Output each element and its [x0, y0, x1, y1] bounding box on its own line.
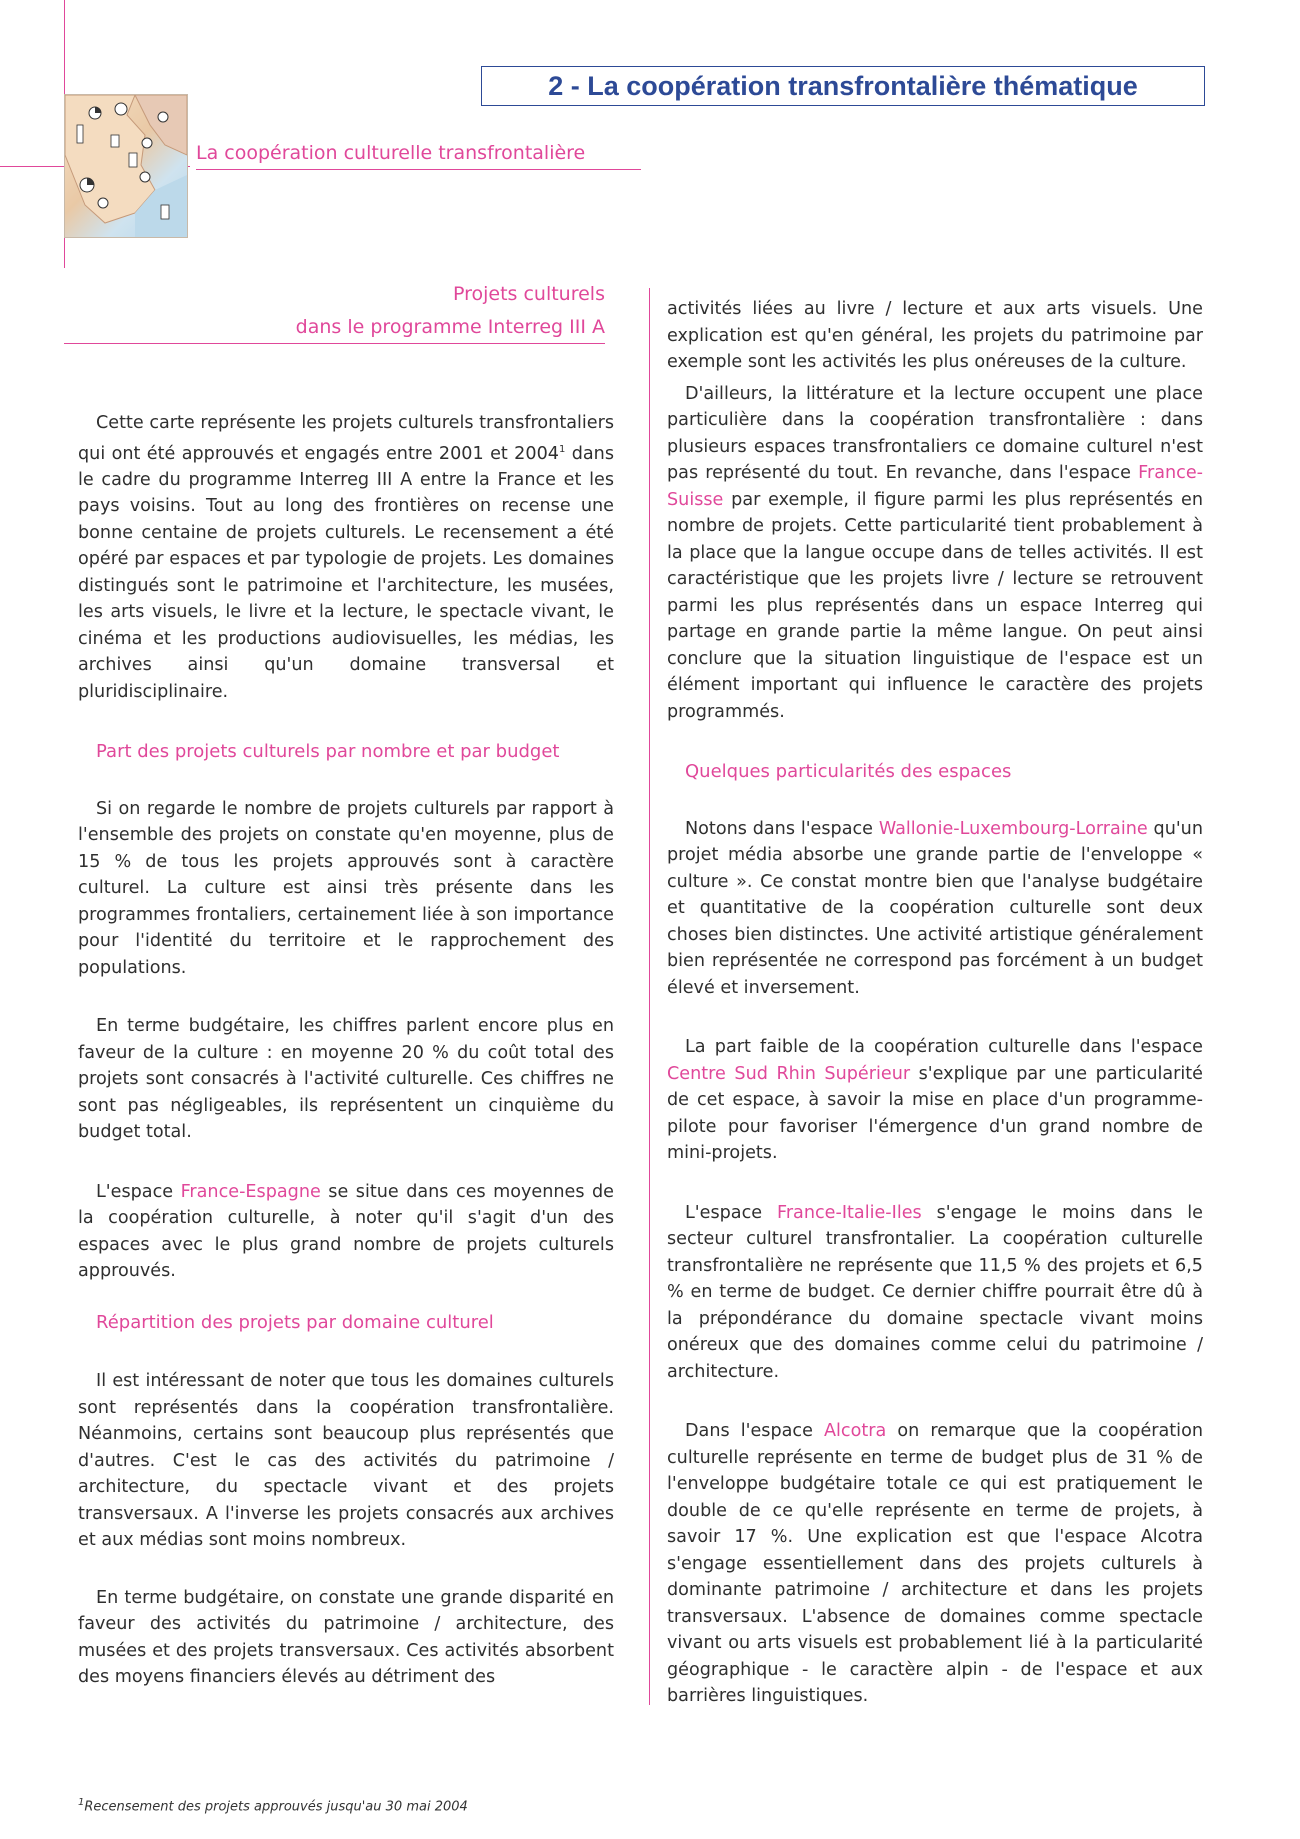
paragraph: Si on regarde le nombre de projets culturels par rapport à l'ensemble des projets on constate qu'en moyenne, plus de 15 % de tous les projets approuvés sont à caractère culturel. La culture est ainsi très présente dans les programmes frontaliers, certainement liée à son importance pour l'identité du territoire et le rapprochement des populations. [78, 798, 614, 978]
subheading: Quelques particularités des espaces [685, 761, 1012, 782]
text: Cette carte représente les projets culturels transfrontaliers qui ont été approuvés et engagés entre 2001 et 2004 [78, 413, 614, 464]
text: Dans l'espace [685, 1421, 824, 1441]
column-divider [649, 288, 650, 1705]
left-heading-line2: dans le programme Interreg III A [295, 316, 605, 338]
subheading: Répartition des projets par domaine culturel [96, 1311, 494, 1333]
text: Notons dans l'espace [685, 818, 879, 839]
paragraph: En terme budgétaire, on constate une grande disparité en faveur des activités du patrimoine / architecture, des musées et des projets transversaux. Ces activités absorbent des moyens financiers élevés au détriment des [78, 1587, 614, 1688]
paragraph [78, 410, 614, 705]
subheading: Part des projets culturels par nombre et par budget [96, 741, 560, 763]
region-highlight: Centre Sud Rhin Supérieur [667, 1063, 911, 1084]
paragraph [78, 1179, 614, 1285]
paragraph [667, 1418, 1203, 1710]
region-highlight: France-Italie-Iles [776, 1202, 922, 1223]
text: s'explique par une particularité de cet espace, à savoir la mise en place d'un programme-pilote pour favoriser l'émergence d'un grand nombre de mini-projets. [667, 1063, 1203, 1163]
text: s'engage le moins dans le secteur culturel transfrontalier. La coopération culturelle transfrontalière ne représente que 11,5 % des projets et 6,5 % en terme de budget. Ce dernier chiffre pourrait être dû à la prépondérance du domaine spectacle vivant moins onéreux que des domaines comme celui du patrimoine / architecture. [667, 1202, 1203, 1382]
paragraph: Il est intéressant de noter que tous les domaines culturels sont représentés dans la coopération transfrontalière. Néanmoins, certains sont beaucoup plus représentés que d'autres. C'est le cas des activités du patrimoine / architecture, du spectacle vivant et des projets transversaux. A l'inverse les projets consacrés aux archives et aux médias sont moins nombreux. [78, 1371, 614, 1551]
text: L'espace [685, 1202, 777, 1223]
paragraph: En terme budgétaire, les chiffres parlent encore plus en faveur de la culture : en moyenne 20 % du coût total des projets sont consacrés à l'activité culturelle. Ces chiffres ne sont pas négligeables, ils représentent un cinquième du budget total. [78, 1016, 614, 1143]
section-title: 2 - La coopération transfrontalière thématique [481, 66, 1205, 106]
footnote-ref: 1 [558, 443, 566, 455]
text: dans le cadre du programme Interreg III A entre la France et les pays voisins. Tout au long des frontières on recense une bonne centaine de projets culturels. Le recensement a été opéré par espaces et par typologie de projets. Les domaines distingués sont le patrimoine et l'architecture, les musées, les arts visuels, le livre et la lecture, le spectacle vivant, le cinéma et les productions audiovisuelles, les médias, les archives ainsi qu'un domaine transversal et pluridisciplinaire. [78, 443, 614, 702]
map-thumbnail [64, 94, 188, 238]
page-subtitle: La coopération culturelle transfrontalière [196, 140, 641, 170]
map-thumbnail-graphic [65, 95, 187, 237]
left-heading-line1: Projets culturels [452, 283, 605, 305]
paragraph [667, 816, 1203, 1002]
text: qu'un projet média absorbe une grande partie de l'enveloppe « culture ». Ce constat montre bien que l'analyse budgétaire et quantitative de la coopération culturelle sont deux choses bien distinctes. Une activité artistique généralement bien représentée ne correspond pas forcément à un budget élevé et inversement. [667, 818, 1203, 998]
left-heading [64, 278, 605, 344]
region-highlight: Wallonie-Luxembourg-Lorraine [878, 818, 1148, 839]
region-highlight: France-Suisse [667, 463, 1203, 510]
text: La part faible de la coopération culturelle dans l'espace [685, 1037, 1203, 1057]
region-highlight: France-Espagne [180, 1181, 321, 1202]
left-column [78, 410, 614, 1691]
text: D'ailleurs, la littérature et la lecture occupent une place particulière dans la coopération transfrontalière : dans plusieurs espaces transfrontaliers ce domaine culturel n'est pas représenté du tout. En revanche, dans l'espace [667, 383, 1203, 483]
footnote-text: Recensement des projets approuvés jusqu'au 30 mai 2004 [84, 1799, 468, 1815]
footnote [78, 1797, 468, 1814]
paragraph [667, 381, 1203, 726]
paragraph [667, 1034, 1203, 1167]
right-column [667, 296, 1203, 1710]
text: par exemple, il figure parmi les plus représentés en nombre de projets. Cette particularité tient probablement à la place que la langue occupe dans de telles activités. Il est caractéristique que les projets livre / lecture se retrouvent parmi les plus représentés dans un espace Interreg qui partage en grande partie la même langue. On peut ainsi conclure que la situation linguistique de l'espace est un élément important qui influence le caractère des projets programmés. [667, 489, 1203, 722]
footnote-number: 1 [78, 1797, 85, 1808]
text: on remarque que la coopération culturelle représente en terme de budget plus de 31 % de l'enveloppe budgétaire totale ce qui est pratiquement le double de ce qu'elle représente en terme de projets, à savoir 17 %. Une explication est que l'espace Alcotra s'engage essentiellement dans des projets culturels à dominante patrimoine / architecture et dans les projets transversaux. L'absence de domaines comme spectacle vivant ou arts visuels est probablement lié à la particularité géographique - le caractère alpin - de l'espace et aux barrières linguistiques. [667, 1421, 1203, 1706]
text: L'espace [96, 1181, 181, 1202]
paragraph: activités liées au livre / lecture et aux arts visuels. Une explication est qu'en général, les projets du patrimoine par exemple sont les activités les plus onéreuses de la culture. [667, 299, 1203, 372]
left-heading-rule [64, 343, 605, 344]
region-highlight: Alcotra [823, 1421, 887, 1441]
paragraph [667, 1200, 1203, 1386]
text: se situe dans ces moyennes de la coopération culturelle, à noter qu'il s'agit d'un des espaces avec le plus grand nombre de projets culturels approuvés. [78, 1181, 615, 1282]
